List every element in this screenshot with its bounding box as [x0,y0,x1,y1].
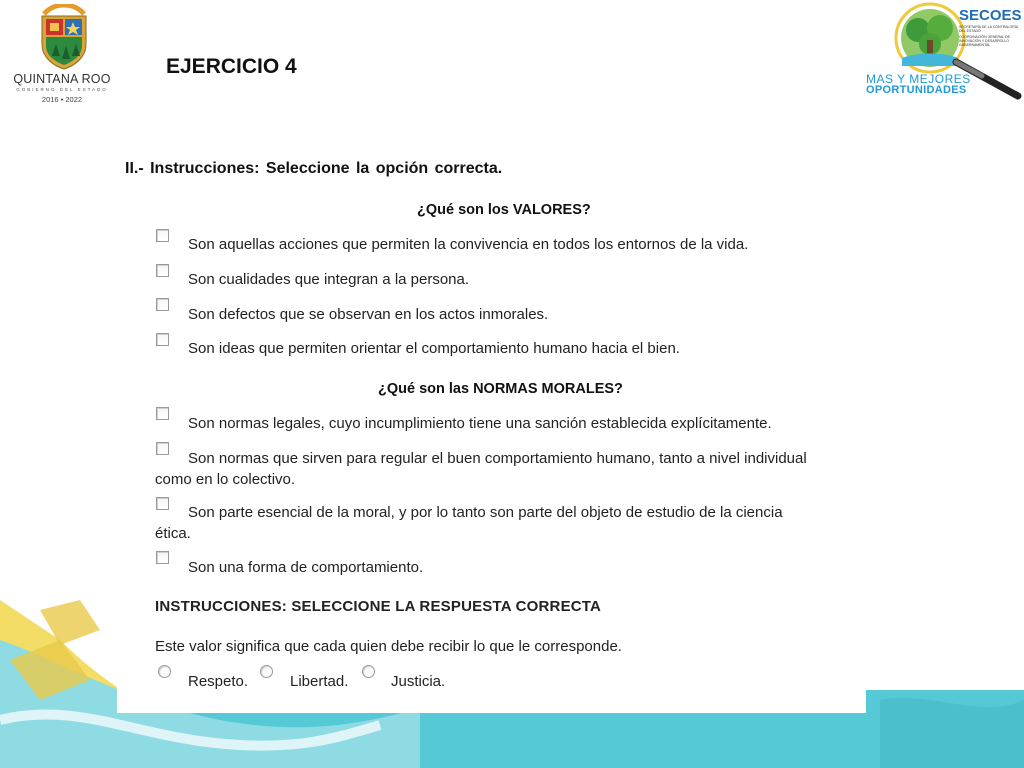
question-3-text: Este valor significa que cada quien debe recibir lo que le corresponde. [155,638,622,655]
page-title: EJERCICIO 4 [166,55,297,78]
q2-option-3-label[interactable]: Son parte esencial de la moral, y por lo tanto son parte del objeto de estudio de la ciencia [188,504,783,521]
q2-option-3-checkbox[interactable] [156,497,169,510]
secoes-brand: SECOES [959,7,1022,24]
secoes-subtitle-2: COORDINACIÓN GENERAL DE INNOVACIÓN Y DESARROLLO GUBERNAMENTAL [959,35,1011,47]
q1-option-2-label[interactable]: Son cualidades que integran a la persona. [188,271,470,288]
q1-option-3-label[interactable]: Son defectos que se observan en los actos inmorales. [188,306,549,323]
coat-of-arms-icon [38,4,90,70]
q2-option-1-checkbox[interactable] [156,407,169,420]
secoes-subtitle-1: SECRETARÍA DE LA CONTRALORÍA DEL ESTADO [959,25,1018,33]
quiz-panel [117,140,866,713]
secoes-logo [862,0,1024,104]
logo-subtitle: GOBIERNO DEL ESTADO [16,87,108,92]
instructions-heading: II.- Instrucciones: Seleccione la opción correcta. [125,160,503,177]
logo-name: QUINTANA ROO [13,72,111,86]
q2-option-3-label-cont[interactable]: ética. [155,525,191,542]
q1-option-1-checkbox[interactable] [156,229,169,242]
q3-option-respeto-radio[interactable] [158,665,171,678]
q1-option-1-label[interactable]: Son aquellas acciones que permiten la convivencia en todos los entornos de la vida. [188,236,749,253]
slogan-line-2: OPORTUNIDADES [866,84,967,96]
q1-option-2-checkbox[interactable] [156,264,169,277]
q1-option-3-checkbox[interactable] [156,298,169,311]
q3-option-libertad-radio[interactable] [260,665,273,678]
q2-option-2-label[interactable]: Son normas que sirven para regular el buen comportamiento humano, tanto a nivel individual [188,450,807,467]
q3-option-justicia-radio[interactable] [362,665,375,678]
q3-option-justicia-label[interactable]: Justicia. [391,673,446,690]
slogan-line-1: MAS Y MEJORES [866,72,971,86]
q2-option-1-label[interactable]: Son normas legales, cuyo incumplimiento tiene una sanción establecida explícitamente. [188,415,772,432]
q1-option-4-checkbox[interactable] [156,333,169,346]
q1-option-4-label[interactable]: Son ideas que permiten orientar el comportamiento humano hacia el bien. [188,340,680,357]
q3-option-respeto-label[interactable]: Respeto. [188,673,249,690]
logo-years: 2016 • 2022 [41,95,83,104]
q2-option-4-checkbox[interactable] [156,551,169,564]
quintana-roo-logo [8,4,116,104]
q2-option-2-label-cont[interactable]: como en lo colectivo. [155,471,296,488]
question-2-title: ¿Qué son las NORMAS MORALES? [378,381,623,397]
question-1-title: ¿Qué son los VALORES? [417,202,591,218]
q2-option-2-checkbox[interactable] [156,442,169,455]
q3-option-libertad-label[interactable]: Libertad. [290,673,349,690]
q2-option-4-label[interactable]: Son una forma de comportamiento. [188,559,424,576]
section-instructions: INSTRUCCIONES: SELECCIONE LA RESPUESTA CORRECTA [155,598,602,615]
